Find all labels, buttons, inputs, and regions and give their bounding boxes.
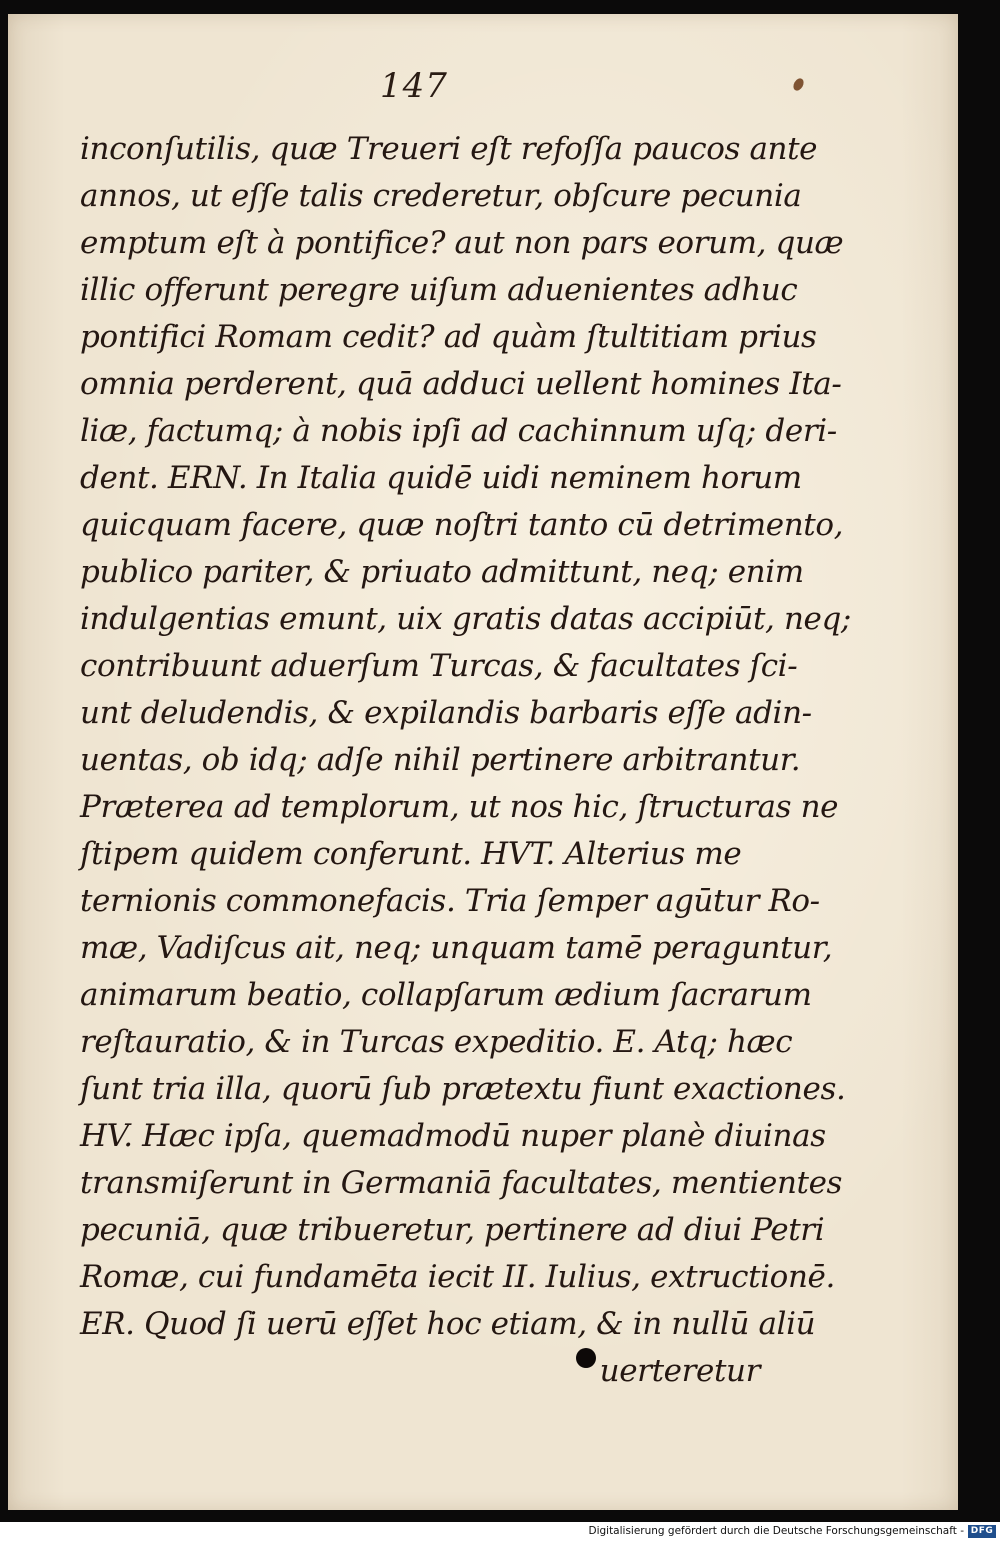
- text-line: mæ, Vadiſcus ait, neq; unquam tamē peraguntur,: [80, 930, 833, 966]
- text-line: Præterea ad templorum, ut nos hic, ſtructuras ne: [80, 789, 839, 825]
- funding-credit: Digitalisierung gefördert durch die Deutsche Forschungsgemeinschaft -: [588, 1525, 964, 1537]
- book-page: [8, 14, 958, 1510]
- text-line: animarum beatio, collapſarum ædium ſacrarum: [80, 977, 812, 1013]
- text-line: ER. Quod ſi uerū eſſet hoc etiam, & in nullū aliū: [80, 1306, 816, 1342]
- text-line: emptum eſt à pontifice? aut non pars eorum, quæ: [80, 225, 844, 261]
- text-line: transmiſerunt in Germaniā facultates, mentientes: [80, 1165, 843, 1201]
- text-line: dent. ERN. In Italia quidē uidi neminem horum: [80, 460, 802, 496]
- text-line: ſtipem quidem conferunt. HVT. Alterius me: [80, 836, 742, 872]
- text-line: ternionis commonefacis. Tria ſemper agūtur Ro-: [80, 883, 820, 919]
- text-line: ſunt tria illa, quorū ſub prætextu fiunt exactiones.: [80, 1071, 846, 1107]
- text-line: unt deludendis, & expilandis barbaris eſſe adin-: [80, 695, 812, 731]
- text-line: reſtauratio, & in Turcas expeditio. E. Atq; hæc: [80, 1024, 793, 1060]
- catchword: uerteretur: [599, 1353, 760, 1389]
- text-line: liæ, factumq; à nobis ipſi ad cachinnum uſq; deri-: [80, 413, 837, 449]
- text-line: annos, ut eſſe talis crederetur, obſcure pecunia: [80, 178, 802, 214]
- text-line: uentas, ob idq; adſe nihil pertinere arbitrantur.: [80, 742, 801, 778]
- text-line: HV. Hæc ipſa, quemadmodū nuper planè diuinas: [80, 1118, 826, 1154]
- body-text: [80, 126, 851, 1395]
- text-line: inconſutilis, quæ Treueri eſt refoſſa paucos ante: [80, 131, 818, 167]
- text-line: quicquam facere, quæ noſtri tanto cū detrimento,: [80, 507, 844, 543]
- text-line: omnia perderent, quā adduci uellent homines Ita-: [80, 366, 842, 402]
- text-line: Romæ, cui fundamēta iecit II. Iulius, extructionē.: [80, 1259, 835, 1295]
- text-line: pecuniā, quæ tribueretur, pertinere ad diui Petri: [80, 1212, 825, 1248]
- ink-stain: [791, 77, 805, 93]
- ink-dot: [576, 1348, 596, 1368]
- text-line: illic offerunt peregre uiſum aduenientes adhuc: [80, 272, 798, 308]
- footer-bar: [0, 1522, 1000, 1542]
- text-line: indulgentias emunt, uix gratis datas accipiūt, neq;: [80, 601, 851, 637]
- text-line: contribuunt aduerſum Turcas, & facultates ſci-: [80, 648, 798, 684]
- page-number: 147: [380, 66, 448, 106]
- dfg-logo: DFG: [968, 1525, 996, 1538]
- text-line: pontifici Romam cedit? ad quàm ſtultitiam prius: [80, 319, 817, 355]
- text-line: publico pariter, & priuato admittunt, neq; enim: [80, 554, 804, 590]
